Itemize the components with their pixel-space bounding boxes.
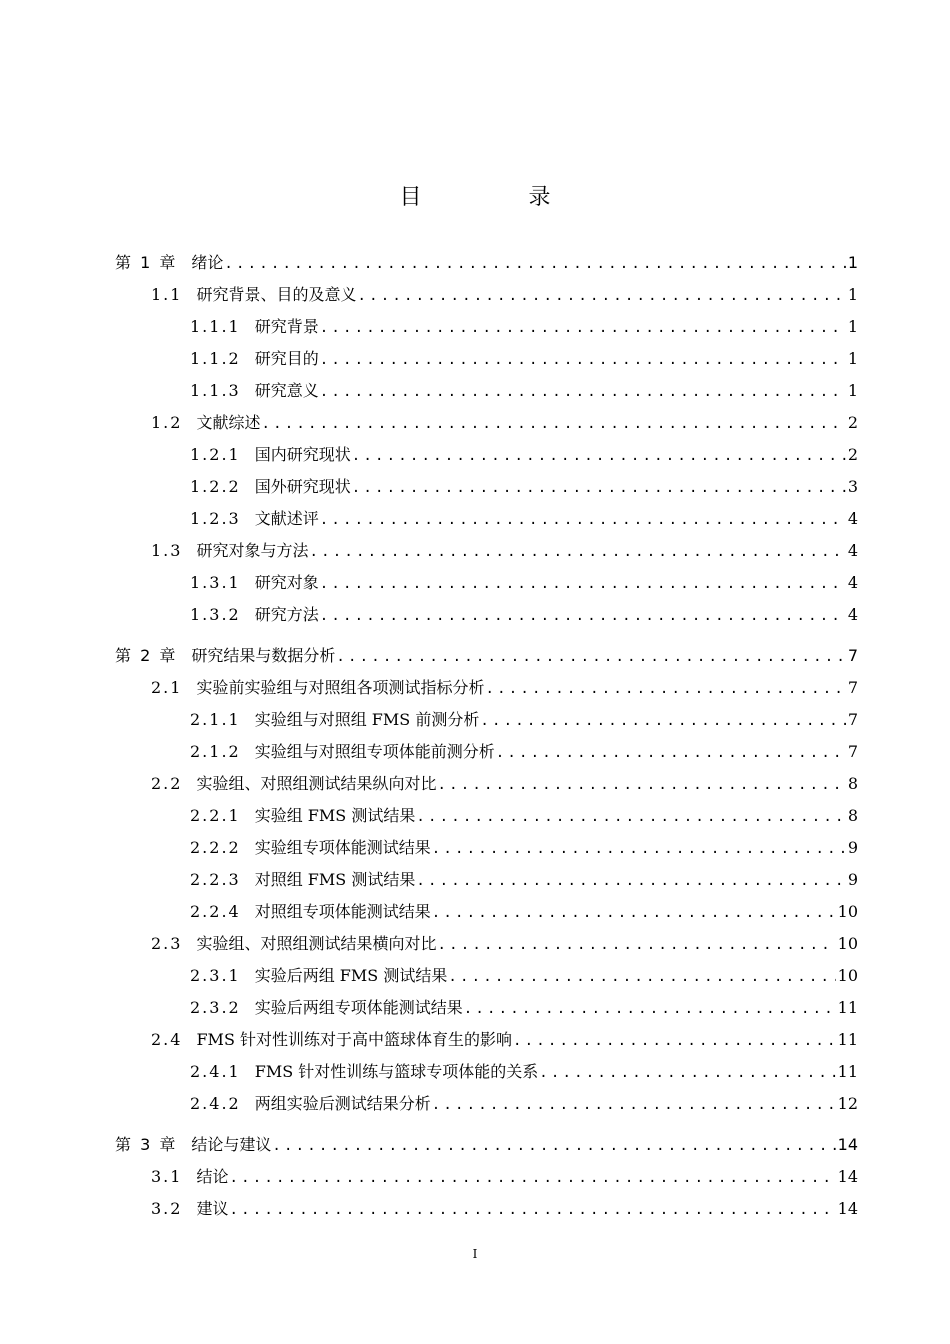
toc-entry[interactable] [151, 931, 858, 953]
toc-leader-dots [336, 649, 845, 665]
toc-entry-number: 2.4.2 [190, 1094, 241, 1113]
toc-leader-dots [229, 1170, 835, 1186]
toc-entry-title: 研究背景 [254, 317, 319, 336]
toc-entry-number: 2.4 [151, 1030, 183, 1049]
toc-entry-page: 4 [847, 573, 858, 592]
toc-entry-title: 研究结果与数据分析 [191, 646, 336, 665]
page-title: 目 录 [399, 185, 601, 210]
toc-entry[interactable] [190, 602, 858, 624]
toc-entry[interactable] [190, 995, 858, 1017]
toc-entry-page: 1 [847, 285, 858, 304]
toc-entry-title: 实验组专项体能测试结果 [254, 838, 431, 857]
toc-entry-title: 研究目的 [254, 349, 319, 368]
toc-leader-dots [352, 480, 846, 496]
toc-entry[interactable] [190, 835, 858, 857]
toc-leader-dots [229, 1202, 835, 1218]
toc-entry[interactable] [190, 378, 858, 400]
toc-entry-page: 4 [847, 541, 858, 560]
toc-entry-number: 2.2.2 [190, 838, 241, 857]
toc-leader-dots [432, 1097, 836, 1113]
toc-entry-title: 文献述评 [254, 509, 319, 528]
toc-entry-number: 1.3.1 [190, 573, 241, 592]
toc-entry[interactable] [151, 410, 858, 432]
toc-entry-page: 2 [847, 413, 858, 432]
toc-entry-number: 2.2.1 [190, 806, 241, 825]
toc-leader-dots [480, 713, 845, 729]
toc-leader-dots [485, 681, 845, 697]
toc-entry-title: 对照组专项体能测试结果 [254, 902, 431, 921]
toc-entry-number: 1.3 [151, 541, 183, 560]
toc-entry-page: 9 [847, 870, 858, 889]
toc-entry-number: 第 1 章 [115, 253, 178, 272]
toc-leader-dots [320, 608, 846, 624]
toc-leader-dots [437, 937, 835, 953]
toc-entry-title: 实验前实验组与对照组各项测试指标分析 [196, 678, 485, 697]
toc-entry-page: 14 [837, 1199, 858, 1218]
toc-entry-title: 文献综述 [196, 413, 261, 432]
toc-entry-title: 国外研究现状 [254, 477, 351, 496]
toc-leader-dots [513, 1033, 836, 1049]
toc-entry-title: 实验组 FMS 测试结果 [254, 806, 416, 825]
toc-leader-dots [309, 544, 845, 560]
toc-entry[interactable] [115, 1132, 858, 1154]
toc-entry-page: 11 [837, 998, 858, 1017]
toc-entry-number: 1.1.1 [190, 317, 241, 336]
toc-entry[interactable] [151, 1027, 858, 1049]
toc-entry[interactable] [190, 963, 858, 985]
toc-entry-number: 2.2.4 [190, 902, 241, 921]
toc-entry-page: 1 [847, 381, 858, 400]
toc-entry-title: 实验后两组 FMS 测试结果 [254, 966, 448, 985]
toc-entry-page: 12 [837, 1094, 858, 1113]
toc-entry[interactable] [190, 1091, 858, 1113]
toc-leader-dots [224, 256, 845, 272]
toc-leader-dots [496, 745, 846, 761]
toc-leader-dots [432, 905, 836, 921]
toc-entry[interactable] [190, 474, 858, 496]
toc-entry-number: 1.1.3 [190, 381, 241, 400]
toc-leader-dots [320, 512, 846, 528]
toc-entry-number: 1.2.1 [190, 445, 241, 464]
toc-entry-title: 结论 [196, 1167, 229, 1186]
toc-entry-page: 10 [837, 934, 858, 953]
toc-entry-title: 研究方法 [254, 605, 319, 624]
toc-entry-page: 1 [847, 317, 858, 336]
toc-entry-page: 14 [837, 1167, 858, 1186]
toc-entry[interactable] [190, 1059, 858, 1081]
toc-entry-number: 第 2 章 [115, 646, 178, 665]
toc-entry-page: 4 [847, 509, 858, 528]
toc-entry-number: 1.1 [151, 285, 183, 304]
toc-entry-page: 14 [837, 1135, 858, 1154]
toc-leader-dots [320, 320, 846, 336]
toc-leader-dots [416, 873, 845, 889]
toc-entry-title: FMS 针对性训练与篮球专项体能的关系 [254, 1062, 539, 1081]
toc-leader-dots [272, 1138, 835, 1154]
toc-entry-number: 2.1.2 [190, 742, 241, 761]
toc-entry-number: 1.2 [151, 413, 183, 432]
toc-leader-dots [320, 576, 846, 592]
toc-leader-dots [539, 1065, 835, 1081]
toc-entry[interactable] [115, 643, 858, 665]
toc-entry-page: 9 [847, 838, 858, 857]
toc-entry-title: 实验组、对照组测试结果纵向对比 [196, 774, 437, 793]
toc-leader-dots [432, 841, 846, 857]
toc-entry-page: 10 [837, 902, 858, 921]
toc-entry[interactable] [190, 314, 858, 336]
toc-leader-dots [320, 352, 846, 368]
toc-entry-title: 绪论 [191, 253, 224, 272]
toc-entry-page: 10 [837, 966, 858, 985]
toc-entry-number: 1.2.3 [190, 509, 241, 528]
toc-entry-title: 国内研究现状 [254, 445, 351, 464]
toc-entry[interactable] [151, 1196, 858, 1218]
toc-entry-title: 研究对象与方法 [196, 541, 309, 560]
toc-entry-number: 1.3.2 [190, 605, 241, 624]
toc-entry-number: 2.2 [151, 774, 183, 793]
toc-entry-title: 研究对象 [254, 573, 319, 592]
toc-entry-number: 3.2 [151, 1199, 183, 1218]
toc-entry-number: 1.1.2 [190, 349, 241, 368]
toc-entry-number: 3.1 [151, 1167, 183, 1186]
toc-entry-page: 7 [847, 678, 858, 697]
toc-entry-page: 8 [847, 806, 858, 825]
toc-entry[interactable] [190, 867, 858, 889]
toc-entry[interactable] [190, 803, 858, 825]
toc-entry-page: 11 [837, 1030, 858, 1049]
toc-entry-page: 7 [847, 742, 858, 761]
toc-leader-dots [352, 448, 846, 464]
toc-leader-dots [261, 416, 845, 432]
toc-entry-page: 7 [847, 646, 858, 665]
toc-entry-number: 2.1.1 [190, 710, 241, 729]
toc-entry-title: 研究意义 [254, 381, 319, 400]
toc-entry-number: 2.1 [151, 678, 183, 697]
toc-entry-title: 对照组 FMS 测试结果 [254, 870, 416, 889]
toc-entry-number: 1.2.2 [190, 477, 241, 496]
toc-leader-dots [437, 777, 845, 793]
toc-entry-title: 研究背景、目的及意义 [196, 285, 357, 304]
toc-leader-dots [464, 1001, 836, 1017]
toc-entry-number: 2.3.1 [190, 966, 241, 985]
toc-entry[interactable] [190, 346, 858, 368]
toc-entry-number: 2.2.3 [190, 870, 241, 889]
toc-entry[interactable] [190, 707, 858, 729]
toc-entry[interactable] [190, 739, 858, 761]
toc-entry[interactable] [151, 282, 858, 304]
toc-entry[interactable] [190, 442, 858, 464]
toc-entry-number: 2.3.2 [190, 998, 241, 1017]
toc-entry[interactable] [151, 771, 858, 793]
toc-entry-page: 4 [847, 605, 858, 624]
toc-entry-number: 第 3 章 [115, 1135, 178, 1154]
toc-entry-title: FMS 针对性训练对于高中篮球体育生的影响 [196, 1030, 512, 1049]
page-number: I [472, 1247, 478, 1261]
toc-entry-page: 1 [847, 253, 858, 272]
toc-leader-dots [320, 384, 846, 400]
toc-entry[interactable] [190, 506, 858, 528]
toc-entry-page: 1 [847, 349, 858, 368]
toc-entry-number: 2.4.1 [190, 1062, 241, 1081]
toc-entry-title: 实验组、对照组测试结果横向对比 [196, 934, 437, 953]
toc-entry-page: 3 [847, 477, 858, 496]
toc-entry[interactable] [190, 899, 858, 921]
toc-entry[interactable] [151, 1164, 858, 1186]
toc-entry-title: 实验组与对照组 FMS 前测分析 [254, 710, 480, 729]
toc-entry[interactable] [151, 675, 858, 697]
toc-entry-title: 两组实验后测试结果分析 [254, 1094, 431, 1113]
toc-entry-page: 2 [847, 445, 858, 464]
toc-entry[interactable] [115, 250, 858, 272]
toc-entry-number: 2.3 [151, 934, 183, 953]
toc-leader-dots [416, 809, 845, 825]
toc-entry-page: 7 [847, 710, 858, 729]
toc-leader-dots [448, 969, 835, 985]
toc-entry[interactable] [190, 570, 858, 592]
toc-entry-title: 实验组与对照组专项体能前测分析 [254, 742, 495, 761]
toc-entry-page: 11 [837, 1062, 858, 1081]
toc-entry-title: 建议 [196, 1199, 229, 1218]
toc-entry-title: 实验后两组专项体能测试结果 [254, 998, 463, 1017]
toc-entry[interactable] [151, 538, 858, 560]
toc-leader-dots [357, 288, 845, 304]
toc-entry-title: 结论与建议 [191, 1135, 272, 1154]
toc-entry-page: 8 [847, 774, 858, 793]
